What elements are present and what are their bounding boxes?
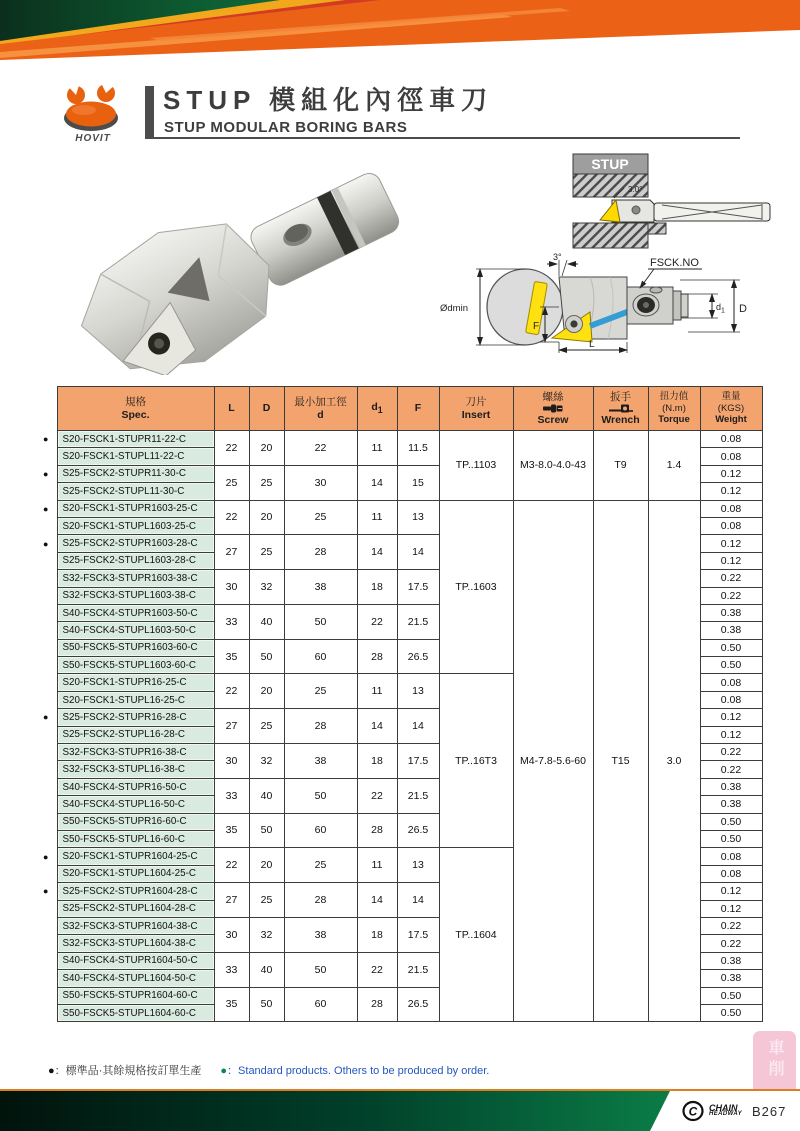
stup-diagram-label: STUP [591, 156, 629, 172]
dim-cell-F: 21.5 [397, 778, 439, 813]
dim-cell-d: 25 [284, 500, 357, 535]
dim-cell-F: 26.5 [397, 639, 439, 674]
weight-cell: 0.08 [700, 431, 762, 448]
dim-cell-D: 20 [249, 500, 284, 535]
spec-cell: S25-FSCK2-STUPL1603-28-C [57, 552, 214, 569]
spec-table [42, 386, 763, 1022]
weight-cell: 0.38 [700, 778, 762, 795]
dim-cell-L: 27 [214, 883, 249, 918]
dim-cell-D: 32 [249, 744, 284, 779]
dim-cell-F: 14 [397, 709, 439, 744]
spec-cell: S25-FSCK2-STUPR16-28-C [57, 709, 214, 726]
dim-cell-d: 28 [284, 709, 357, 744]
insert-cell: TP..1103 [439, 431, 513, 501]
spec-cell: S20-FSCK1-STUPL1604-25-C [57, 865, 214, 882]
dim-cell-L: 35 [214, 813, 249, 848]
row-bullet [42, 830, 57, 847]
footer-brand [682, 1100, 742, 1122]
weight-cell: 0.12 [700, 900, 762, 917]
product-photo [60, 160, 400, 375]
weight-cell: 0.22 [700, 917, 762, 934]
col-header-wrench: 扳手 Wrench [593, 387, 648, 431]
wrench-icon [594, 404, 648, 414]
dim-cell-L: 22 [214, 431, 249, 466]
dim-cell-d1: 18 [357, 917, 397, 952]
weight-cell: 0.38 [700, 796, 762, 813]
dim-cell-F: 17.5 [397, 570, 439, 605]
dim-cell-D: 25 [249, 535, 284, 570]
dim-cell-F: 13 [397, 500, 439, 535]
weight-cell: 0.38 [700, 622, 762, 639]
dim-cell-D: 25 [249, 883, 284, 918]
dim-cell-L: 33 [214, 778, 249, 813]
col-header-d1: $d_1$ [357, 387, 397, 431]
table-row [42, 500, 762, 517]
spec-cell: S20-FSCK1-STUPL1603-25-C [57, 517, 214, 534]
installation-diagram [550, 150, 790, 255]
dim-cell-d: 25 [284, 848, 357, 883]
dim-cell-d1: 11 [357, 848, 397, 883]
row-bullet [42, 796, 57, 813]
dim-l-label: L [589, 339, 595, 350]
dim-cell-d: 50 [284, 778, 357, 813]
weight-cell: 0.50 [700, 987, 762, 1004]
torque-cell: 1.4 [648, 431, 700, 501]
spec-cell: S32-FSCK3-STUPL1603-38-C [57, 587, 214, 604]
dim-f-label: F [533, 321, 540, 332]
row-bullet [42, 570, 57, 587]
weight-cell: 0.22 [700, 744, 762, 761]
weight-cell: 0.50 [700, 657, 762, 674]
dim-cell-D: 50 [249, 813, 284, 848]
row-bullet [42, 639, 57, 656]
spec-cell: S50-FSCK5-STUPR1604-60-C [57, 987, 214, 1004]
dim-cell-d: 50 [284, 604, 357, 639]
dim-cell-L: 33 [214, 952, 249, 987]
row-bullet [42, 935, 57, 952]
weight-cell: 0.08 [700, 865, 762, 882]
dim-cell-L: 22 [214, 500, 249, 535]
spec-cell: S25-FSCK2-STUPR1603-28-C [57, 535, 214, 552]
spec-cell: S50-FSCK5-STUPL1604-60-C [57, 1004, 214, 1021]
row-bullet [42, 622, 57, 639]
row-bullet [42, 917, 57, 934]
dim-cell-L: 30 [214, 570, 249, 605]
row-bullet [42, 900, 57, 917]
row-bullet [42, 970, 57, 987]
col-header-min-d: 最小加工徑 d [284, 387, 357, 431]
dim-cell-D: 20 [249, 431, 284, 466]
dim-cell-L: 35 [214, 639, 249, 674]
dim-cell-D: 20 [249, 848, 284, 883]
dim-cell-D: 25 [249, 465, 284, 500]
dim-angle-label: 3° [553, 252, 562, 262]
dim-cell-d1: 11 [357, 674, 397, 709]
row-bullet: ● [42, 848, 57, 865]
dim-cell-L: 27 [214, 535, 249, 570]
fsck-no-label: FSCK.NO [650, 257, 699, 269]
dim-cell-d1: 18 [357, 744, 397, 779]
spec-cell: S32-FSCK3-STUPR16-38-C [57, 744, 214, 761]
row-bullet: ● [42, 535, 57, 552]
row-bullet: ● [42, 709, 57, 726]
spec-cell: S40-FSCK4-STUPL16-50-C [57, 796, 214, 813]
title-rule [145, 137, 740, 139]
row-bullet [42, 813, 57, 830]
weight-cell: 0.50 [700, 830, 762, 847]
spec-cell: S25-FSCK2-STUPR1604-28-C [57, 883, 214, 900]
spec-cell: S40-FSCK4-STUPR1603-50-C [57, 604, 214, 621]
insert-cell: TP..1603 [439, 500, 513, 674]
dim-cell-D: 50 [249, 639, 284, 674]
page-number: B267 [752, 1104, 787, 1119]
spec-cell: S20-FSCK1-STUPR16-25-C [57, 674, 214, 691]
dim-cell-F: 26.5 [397, 987, 439, 1022]
col-header-D: D [249, 387, 284, 431]
spec-cell: S32-FSCK3-STUPR1603-38-C [57, 570, 214, 587]
dim-cell-d1: 14 [357, 709, 397, 744]
dim-cell-d: 60 [284, 639, 357, 674]
weight-cell: 0.12 [700, 535, 762, 552]
col-header-L: L [214, 387, 249, 431]
dim-cell-d1: 22 [357, 778, 397, 813]
dim-cell-d1: 28 [357, 639, 397, 674]
weight-cell: 0.50 [700, 813, 762, 830]
row-bullet [42, 448, 57, 465]
dim-cell-F: 15 [397, 465, 439, 500]
dimension-diagram [440, 252, 790, 374]
dim-cell-d: 22 [284, 431, 357, 466]
row-bullet: ● [42, 883, 57, 900]
weight-cell: 0.08 [700, 674, 762, 691]
row-bullet [42, 865, 57, 882]
col-header-screw: 螺絲 Screw [513, 387, 593, 431]
dim-cell-d: 30 [284, 465, 357, 500]
table-header-row [42, 387, 762, 431]
row-bullet [42, 604, 57, 621]
side-tab-turning[interactable] [753, 1031, 796, 1089]
row-bullet [42, 674, 57, 691]
spec-cell: S40-FSCK4-STUPL1603-50-C [57, 622, 214, 639]
dim-cell-L: 33 [214, 604, 249, 639]
weight-cell: 0.12 [700, 709, 762, 726]
spec-cell: S32-FSCK3-STUPL1604-38-C [57, 935, 214, 952]
weight-cell: 0.22 [700, 587, 762, 604]
row-bullet [42, 726, 57, 743]
top-banner [0, 0, 800, 62]
spec-cell: S50-FSCK5-STUPR16-60-C [57, 813, 214, 830]
dim-cell-d1: 22 [357, 604, 397, 639]
dim-cell-L: 22 [214, 848, 249, 883]
dim-cell-L: 35 [214, 987, 249, 1022]
dim-cell-F: 21.5 [397, 952, 439, 987]
dim-cell-L: 27 [214, 709, 249, 744]
spec-cell: S20-FSCK1-STUPL11-22-C [57, 448, 214, 465]
dim-cell-F: 14 [397, 883, 439, 918]
dim-cell-d1: 14 [357, 535, 397, 570]
dim-cell-F: 11.5 [397, 431, 439, 466]
dim-cell-d1: 22 [357, 952, 397, 987]
dim-cell-F: 14 [397, 535, 439, 570]
page-subtitle: STUP MODULAR BORING BARS [164, 119, 408, 136]
dim-cell-d: 28 [284, 535, 357, 570]
dim-cell-d1: 14 [357, 883, 397, 918]
screw-cell: M3-8.0-4.0-43 [513, 431, 593, 501]
footer-brand-line1: CHAIN [709, 1103, 738, 1114]
col-header-weight: 重量 (KGS) Weight [700, 387, 762, 431]
weight-cell: 0.08 [700, 691, 762, 708]
dim-cell-F: 17.5 [397, 917, 439, 952]
weight-cell: 0.12 [700, 552, 762, 569]
row-bullet: ● [42, 465, 57, 482]
dim-cell-d: 28 [284, 883, 357, 918]
row-bullet [42, 517, 57, 534]
spec-cell: S40-FSCK4-STUPL1604-50-C [57, 970, 214, 987]
row-bullet [42, 987, 57, 1004]
dim-cell-d1: 18 [357, 570, 397, 605]
spec-cell: S20-FSCK1-STUPL16-25-C [57, 691, 214, 708]
dim-cell-F: 13 [397, 848, 439, 883]
dim-cell-L: 30 [214, 917, 249, 952]
spec-cell: S25-FSCK2-STUPL1604-28-C [57, 900, 214, 917]
dim-cell-d: 38 [284, 744, 357, 779]
row-bullet [42, 657, 57, 674]
spec-cell: S50-FSCK5-STUPL1603-60-C [57, 657, 214, 674]
row-bullet [42, 587, 57, 604]
col-header-spec: 規格 Spec. [57, 387, 214, 431]
wrench-cell: T9 [593, 431, 648, 501]
dim-cell-D: 25 [249, 709, 284, 744]
brand-name: HOVIT [75, 133, 111, 144]
dmin-label: Ødmin [440, 303, 468, 314]
weight-cell: 0.50 [700, 639, 762, 656]
page-title: STUP 模組化內徑車刀 [163, 85, 494, 115]
dim-cell-F: 21.5 [397, 604, 439, 639]
crab-icon [64, 81, 118, 131]
row-bullet [42, 483, 57, 500]
weight-cell: 0.08 [700, 500, 762, 517]
dim-cell-D: 20 [249, 674, 284, 709]
torque-cell: 3.0 [648, 500, 700, 1022]
insert-cell: TP..1604 [439, 848, 513, 1022]
dim-cell-d1: 28 [357, 813, 397, 848]
row-bullet [42, 552, 57, 569]
title-accent-bar [145, 86, 154, 138]
col-header-insert: 刀片 Insert [439, 387, 513, 431]
dim-cell-D: 50 [249, 987, 284, 1022]
weight-cell: 0.50 [700, 1004, 762, 1021]
dim-cell-L: 25 [214, 465, 249, 500]
weight-cell: 0.22 [700, 935, 762, 952]
marker-column-header [42, 387, 57, 431]
dim-cell-d1: 11 [357, 431, 397, 466]
screw-cell: M4-7.8-5.6-60 [513, 500, 593, 1022]
spec-cell: S25-FSCK2-STUPL16-28-C [57, 726, 214, 743]
spec-cell: S32-FSCK3-STUPR1604-38-C [57, 917, 214, 934]
dim-cell-d1: 11 [357, 500, 397, 535]
dim-cell-D: 40 [249, 604, 284, 639]
dim-cell-d: 25 [284, 674, 357, 709]
dim-d1-label: $d_1$ [716, 302, 725, 315]
chain-headway-icon [682, 1100, 704, 1122]
dim-cell-F: 17.5 [397, 744, 439, 779]
spec-cell: S32-FSCK3-STUPL16-38-C [57, 761, 214, 778]
dim-d-label: D [739, 303, 747, 315]
weight-cell: 0.08 [700, 517, 762, 534]
row-bullet: ● [42, 500, 57, 517]
side-tab-label: 車削 [766, 1039, 783, 1081]
brand-logo [50, 80, 136, 144]
dim-cell-d1: 28 [357, 987, 397, 1022]
weight-cell: 0.12 [700, 883, 762, 900]
wrench-cell: T15 [593, 500, 648, 1022]
row-bullet [42, 1004, 57, 1021]
spec-cell: S20-FSCK1-STUPR11-22-C [57, 431, 214, 448]
dim-cell-F: 26.5 [397, 813, 439, 848]
row-bullet [42, 778, 57, 795]
dim-cell-d: 50 [284, 952, 357, 987]
dim-cell-d: 60 [284, 987, 357, 1022]
weight-cell: 0.12 [700, 726, 762, 743]
row-bullet [42, 744, 57, 761]
dim-cell-d: 38 [284, 570, 357, 605]
row-bullet: ● [42, 431, 57, 448]
spec-cell: S25-FSCK2-STUPL11-30-C [57, 483, 214, 500]
col-header-torque: 扭力值 (N.m) Torque [648, 387, 700, 431]
dim-cell-L: 22 [214, 674, 249, 709]
table-row [42, 431, 762, 448]
spec-cell: S50-FSCK5-STUPR1603-60-C [57, 639, 214, 656]
weight-cell: 0.22 [700, 570, 762, 587]
note-en: ●：Standard products. Others to be produced by order. [220, 1065, 490, 1077]
weight-cell: 0.12 [700, 483, 762, 500]
dim-cell-L: 30 [214, 744, 249, 779]
dim-cell-d1: 14 [357, 465, 397, 500]
spec-cell: S40-FSCK4-STUPR16-50-C [57, 778, 214, 795]
spec-table-body [42, 431, 762, 1022]
row-bullet [42, 952, 57, 969]
legend-notes [48, 1062, 728, 1078]
dim-cell-D: 40 [249, 778, 284, 813]
dim-cell-D: 32 [249, 917, 284, 952]
footer-brand-line2: HEADWAY [709, 1111, 743, 1118]
note-zh: ●：標準品·其餘規格按訂單生產 [48, 1065, 202, 1077]
dim-cell-d: 38 [284, 917, 357, 952]
weight-cell: 0.12 [700, 465, 762, 482]
spec-cell: S20-FSCK1-STUPR1604-25-C [57, 848, 214, 865]
spec-cell: S40-FSCK4-STUPR1604-50-C [57, 952, 214, 969]
spec-cell: S20-FSCK1-STUPR1603-25-C [57, 500, 214, 517]
svg-text:C: C [688, 1104, 698, 1119]
weight-cell: 0.22 [700, 761, 762, 778]
col-header-F: F [397, 387, 439, 431]
weight-cell: 0.38 [700, 604, 762, 621]
insert-cell: TP..16T3 [439, 674, 513, 848]
row-bullet [42, 761, 57, 778]
install-angle-label: 3.0° [628, 185, 643, 194]
dim-cell-d: 60 [284, 813, 357, 848]
weight-cell: 0.08 [700, 448, 762, 465]
weight-cell: 0.08 [700, 848, 762, 865]
row-bullet [42, 691, 57, 708]
weight-cell: 0.38 [700, 952, 762, 969]
dim-cell-D: 40 [249, 952, 284, 987]
spec-cell: S50-FSCK5-STUPL16-60-C [57, 830, 214, 847]
weight-cell: 0.38 [700, 970, 762, 987]
dim-cell-F: 13 [397, 674, 439, 709]
spec-cell: S25-FSCK2-STUPR11-30-C [57, 465, 214, 482]
screw-icon [514, 404, 593, 414]
dim-cell-D: 32 [249, 570, 284, 605]
